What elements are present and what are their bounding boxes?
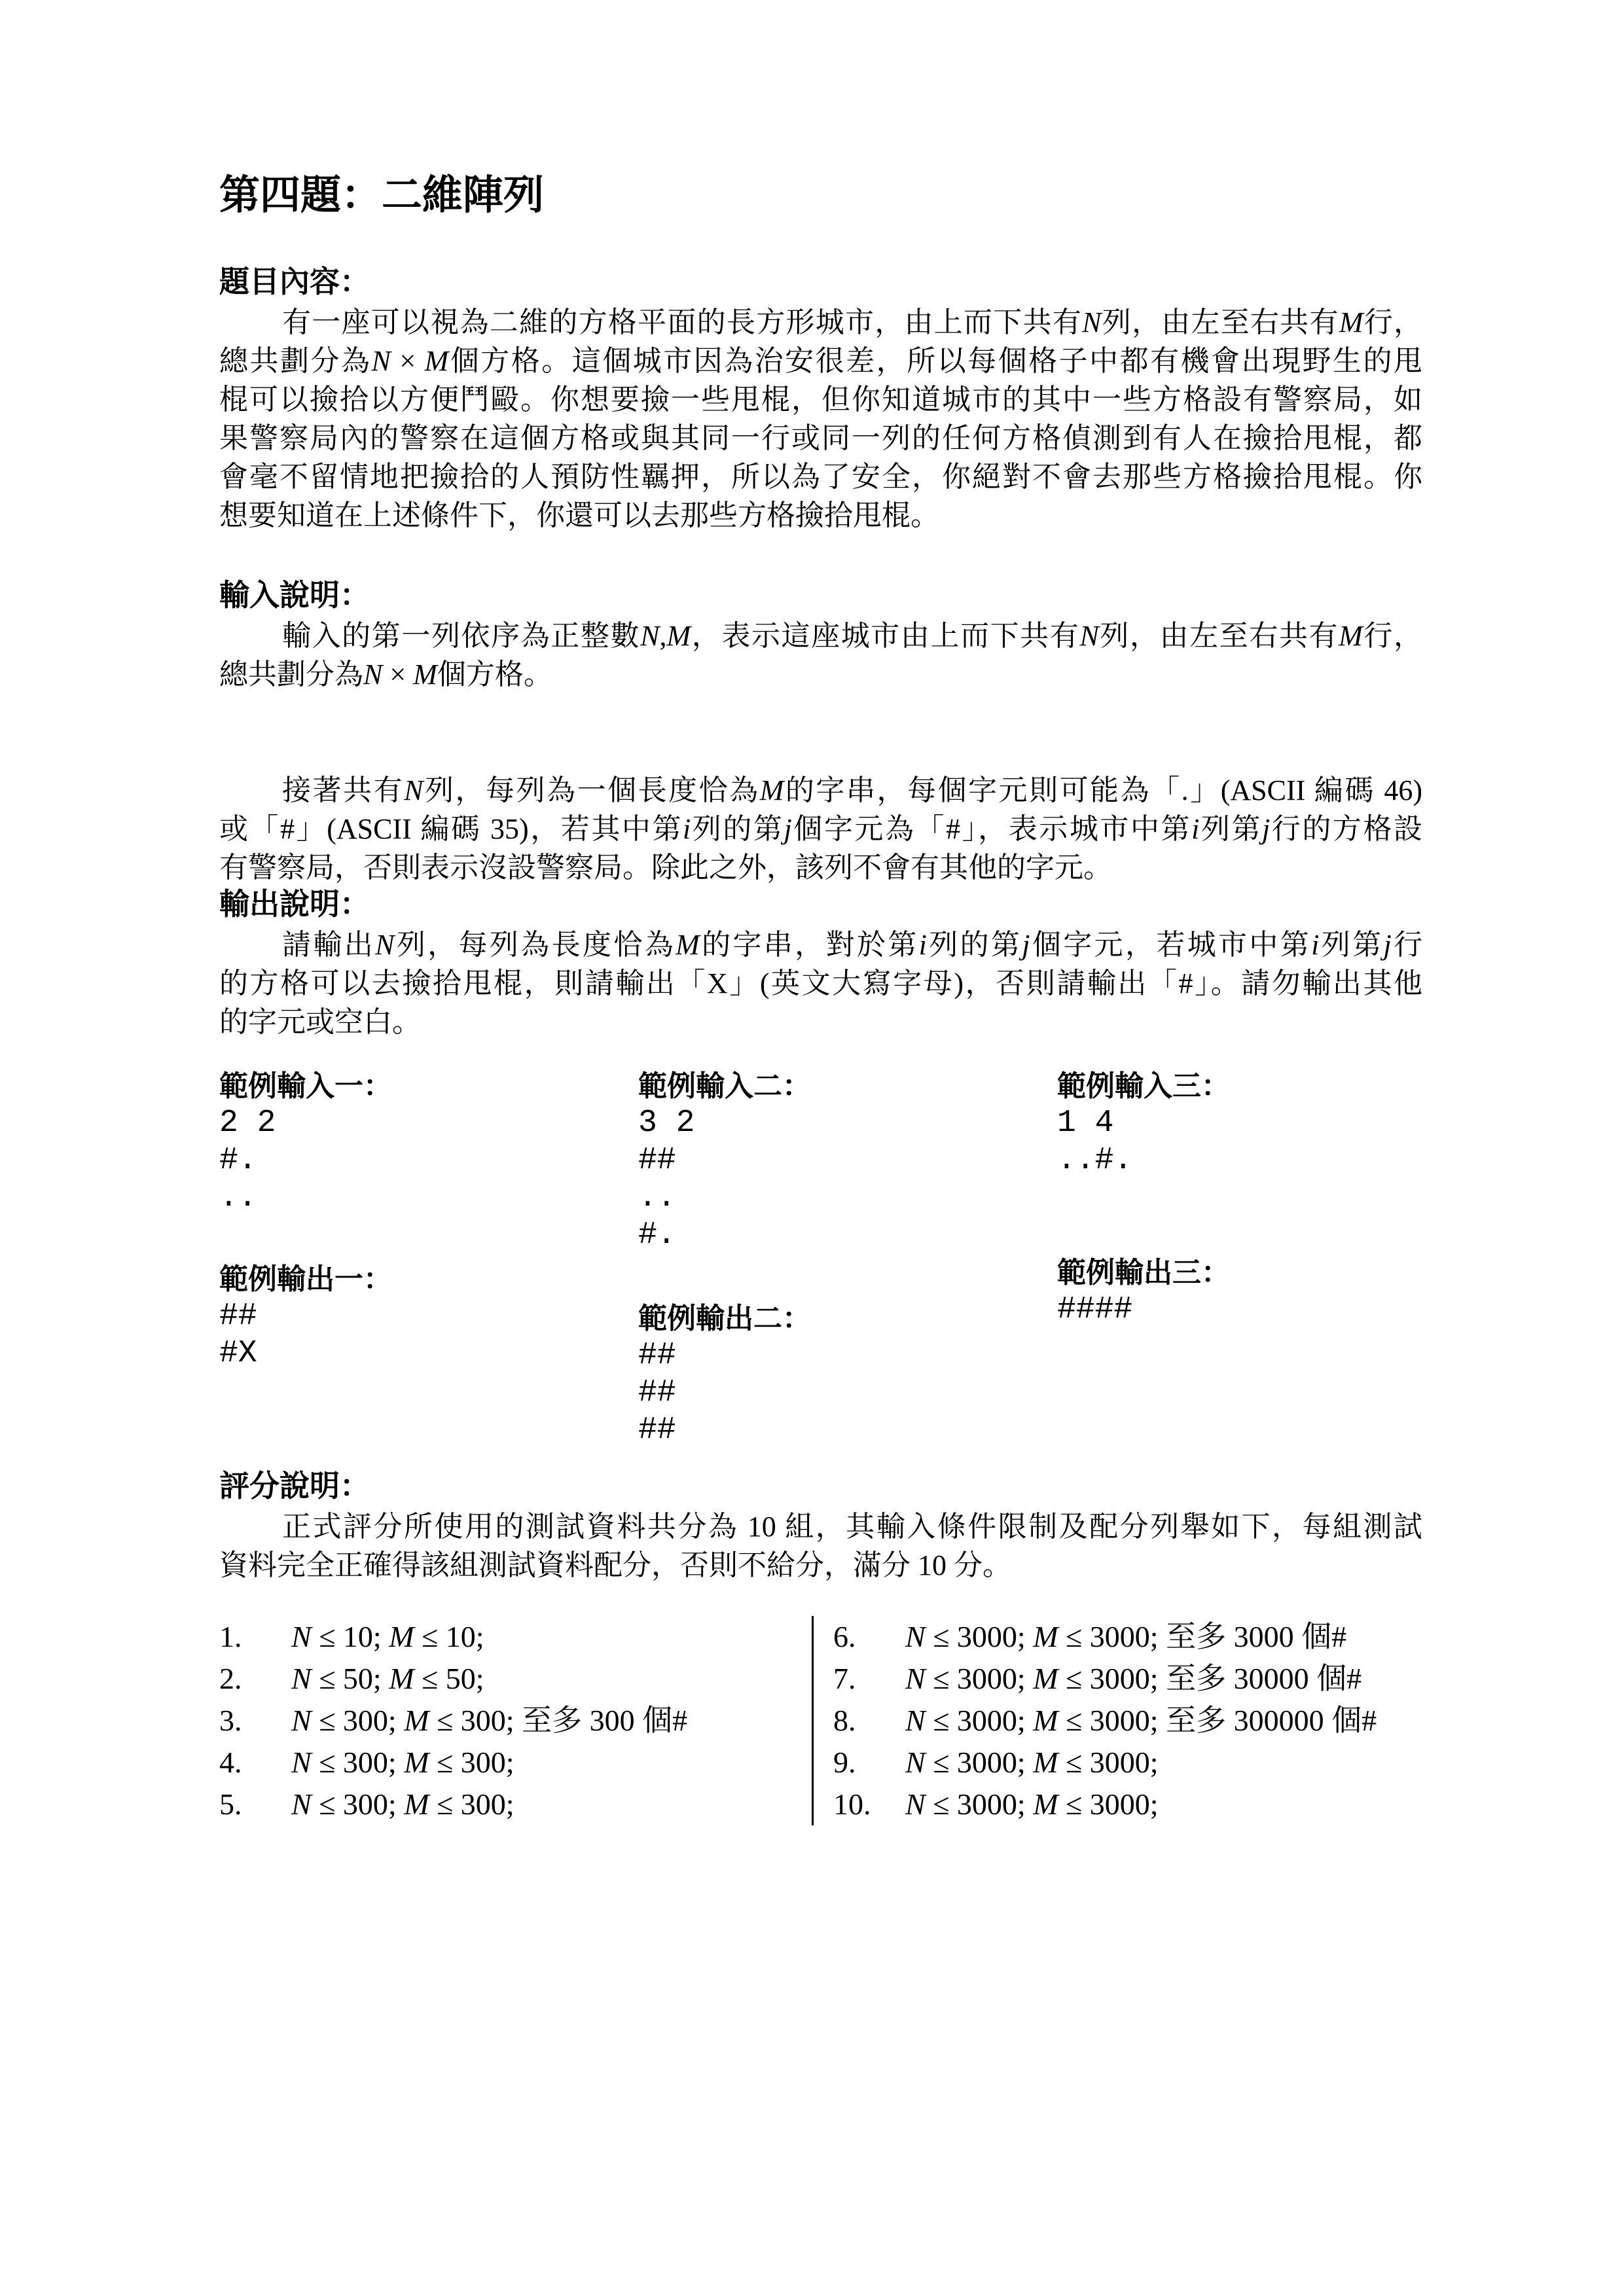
scoring-item-text: N ≤ 3000; M ≤ 3000; 至多 30000 個# <box>905 1662 1362 1695</box>
scoring-item-text: N ≤ 10; M ≤ 10; <box>291 1620 484 1653</box>
example-2-output-line: ## <box>638 1375 676 1410</box>
example-1-output-line: ## <box>219 1299 257 1334</box>
paragraph-line: 或「#」(ASCII 編碼 35)，若其中第i列的第j個字元為「#」，表示城市中第i列第j行的方格設 <box>219 813 1423 845</box>
scoring-item-number: 6. <box>833 1620 856 1653</box>
example-2-input-line: ## <box>638 1143 676 1178</box>
scoring-item-text: N ≤ 3000; M ≤ 3000; 至多 300000 個# <box>905 1704 1377 1737</box>
example-3 <box>1057 1068 1476 1449</box>
paragraph-line: 接著共有N列，每列為一個長度恰為M的字串，每個字元則可能為「.」(ASCII 編碼 46) <box>282 774 1423 806</box>
scoring-item <box>219 1616 812 1658</box>
scoring-item <box>219 1742 812 1784</box>
example-1-output-label: 範例輸出一： <box>219 1263 392 1295</box>
scoring-item-number: 7. <box>833 1662 856 1695</box>
scoring-item <box>219 1700 812 1742</box>
scoring-item-number: 2. <box>219 1662 242 1695</box>
scoring-item-number: 8. <box>833 1704 856 1737</box>
paragraph-line: 果警察局內的警察在這個方格或與其同一行或同一列的任何方格偵測到有人在撿拾甩棍，都 <box>219 422 1422 454</box>
example-1-input-line: .. <box>219 1180 257 1215</box>
section-heading-problem: 題目內容： <box>219 265 370 298</box>
paragraph-line: 的方格可以去撿拾甩棍，則請輸出「X」(英文大寫字母)，否則請輸出「#」。請勿輸出其他 <box>219 967 1422 999</box>
scoring-item-text: N ≤ 3000; M ≤ 3000; <box>905 1746 1159 1779</box>
scoring-item-number: 4. <box>219 1746 242 1779</box>
example-3-input-line: 1 4 <box>1057 1105 1114 1141</box>
paragraph-line: 輸入的第一列依序為正整數N,M，表示這座城市由上而下共有N列，由左至右共有M行， <box>282 620 1422 652</box>
example-1-input-label: 範例輸入一： <box>219 1070 392 1102</box>
scoring-item <box>219 1784 812 1825</box>
example-1-output-line: #X <box>219 1336 257 1371</box>
scoring-list <box>219 1616 1422 1825</box>
paragraph-line: 棍可以撿拾以方便鬥毆。你想要撿一些甩棍，但你知道城市的其中一些方格設有警察局，如 <box>219 384 1422 416</box>
example-2-input-line: #. <box>638 1217 676 1253</box>
example-2-output-line: ## <box>638 1412 676 1448</box>
section-heading-input: 輸入說明： <box>219 579 370 612</box>
scoring-list-right <box>812 1616 1422 1825</box>
scoring-item <box>219 1658 812 1700</box>
scoring-item-number: 5. <box>219 1787 242 1821</box>
scoring-item-text: N ≤ 50; M ≤ 50; <box>291 1662 484 1695</box>
example-1 <box>219 1068 638 1449</box>
example-3-input-label: 範例輸入三： <box>1057 1070 1230 1102</box>
paragraph-line: 總共劃分為N × M個方格。 <box>219 658 552 691</box>
paragraph-line: 會毫不留情地把撿拾的人預防性羈押，所以為了安全，你絕對不會去那些方格撿拾甩棍。你 <box>219 461 1422 493</box>
paragraph-line: 總共劃分為N × M個方格。這個城市因為治安很差，所以每個格子中都有機會出現野生的甩 <box>219 345 1422 377</box>
page-title: 第四題：二維陣列 <box>219 173 545 218</box>
paragraph-line: 想要知道在上述條件下，你還可以去那些方格撿拾甩棍。 <box>219 499 939 531</box>
spacer <box>219 1217 638 1261</box>
scoring-item-text: N ≤ 3000; M ≤ 3000; <box>905 1787 1159 1821</box>
section-heading-scoring: 評分說明： <box>219 1469 370 1503</box>
example-2-input-line: 3 2 <box>638 1105 695 1141</box>
example-2-input-label: 範例輸入二： <box>638 1070 811 1102</box>
input-paragraph-1 <box>219 617 1422 694</box>
scoring-item <box>833 1616 1422 1658</box>
example-2-output-label: 範例輸出二： <box>638 1302 811 1335</box>
scoring-item-number: 9. <box>833 1746 856 1779</box>
scoring-item-number: 3. <box>219 1704 242 1737</box>
problem-paragraph <box>219 303 1422 535</box>
paragraph-line: 的字元或空白。 <box>219 1006 421 1038</box>
paragraph-line: 有一座可以視為二維的方格平面的長方形城市，由上而下共有N列，由左至右共有M行， <box>282 306 1423 338</box>
scoring-item <box>833 1742 1422 1784</box>
scoring-item-number: 1. <box>219 1620 242 1653</box>
example-1-input-line: #. <box>219 1143 257 1178</box>
scoring-item-number: 10. <box>833 1787 871 1821</box>
paragraph-line: 請輸出N列，每列為長度恰為M的字串，對於第i列的第j個字元，若城市中第i列第j行 <box>282 929 1423 961</box>
scoring-item-text: N ≤ 300; M ≤ 300; <box>291 1787 514 1821</box>
example-3-output-line: #### <box>1057 1292 1133 1327</box>
output-paragraph <box>219 925 1422 1041</box>
scoring-item <box>833 1700 1422 1742</box>
paragraph-line: 有警察局，否則表示沒設警察局。除此之外，該列不會有其他的字元。 <box>219 852 1112 884</box>
scoring-list-left <box>219 1616 812 1825</box>
example-3-output-label: 範例輸出三： <box>1057 1257 1230 1289</box>
scoring-paragraph <box>219 1507 1422 1585</box>
example-2-output-line: ## <box>638 1338 676 1373</box>
spacer <box>638 1254 1057 1300</box>
input-paragraph-2 <box>219 771 1422 887</box>
examples-section <box>219 1068 1422 1449</box>
example-2 <box>638 1068 1057 1449</box>
paragraph-line: 正式評分所使用的測試資料共分為 10 組，其輸入條件限制及配分列舉如下，每組測試 <box>282 1511 1422 1543</box>
spacer <box>1057 1179 1476 1255</box>
example-3-input-line: ..#. <box>1057 1143 1133 1178</box>
scoring-item-text: N ≤ 300; M ≤ 300; <box>291 1746 514 1779</box>
scoring-item-text: N ≤ 300; M ≤ 300; 至多 300 個# <box>291 1704 688 1737</box>
scoring-item-text: N ≤ 3000; M ≤ 3000; 至多 3000 個# <box>905 1620 1347 1653</box>
scoring-item <box>833 1784 1422 1825</box>
paragraph-line: 資料完全正確得該組測試資料配分，否則不給分，滿分 10 分。 <box>219 1549 1011 1581</box>
example-2-input-line: .. <box>638 1180 676 1215</box>
example-1-input-line: 2 2 <box>219 1105 276 1141</box>
scoring-item <box>833 1658 1422 1700</box>
section-heading-output: 輸出說明： <box>219 888 370 921</box>
